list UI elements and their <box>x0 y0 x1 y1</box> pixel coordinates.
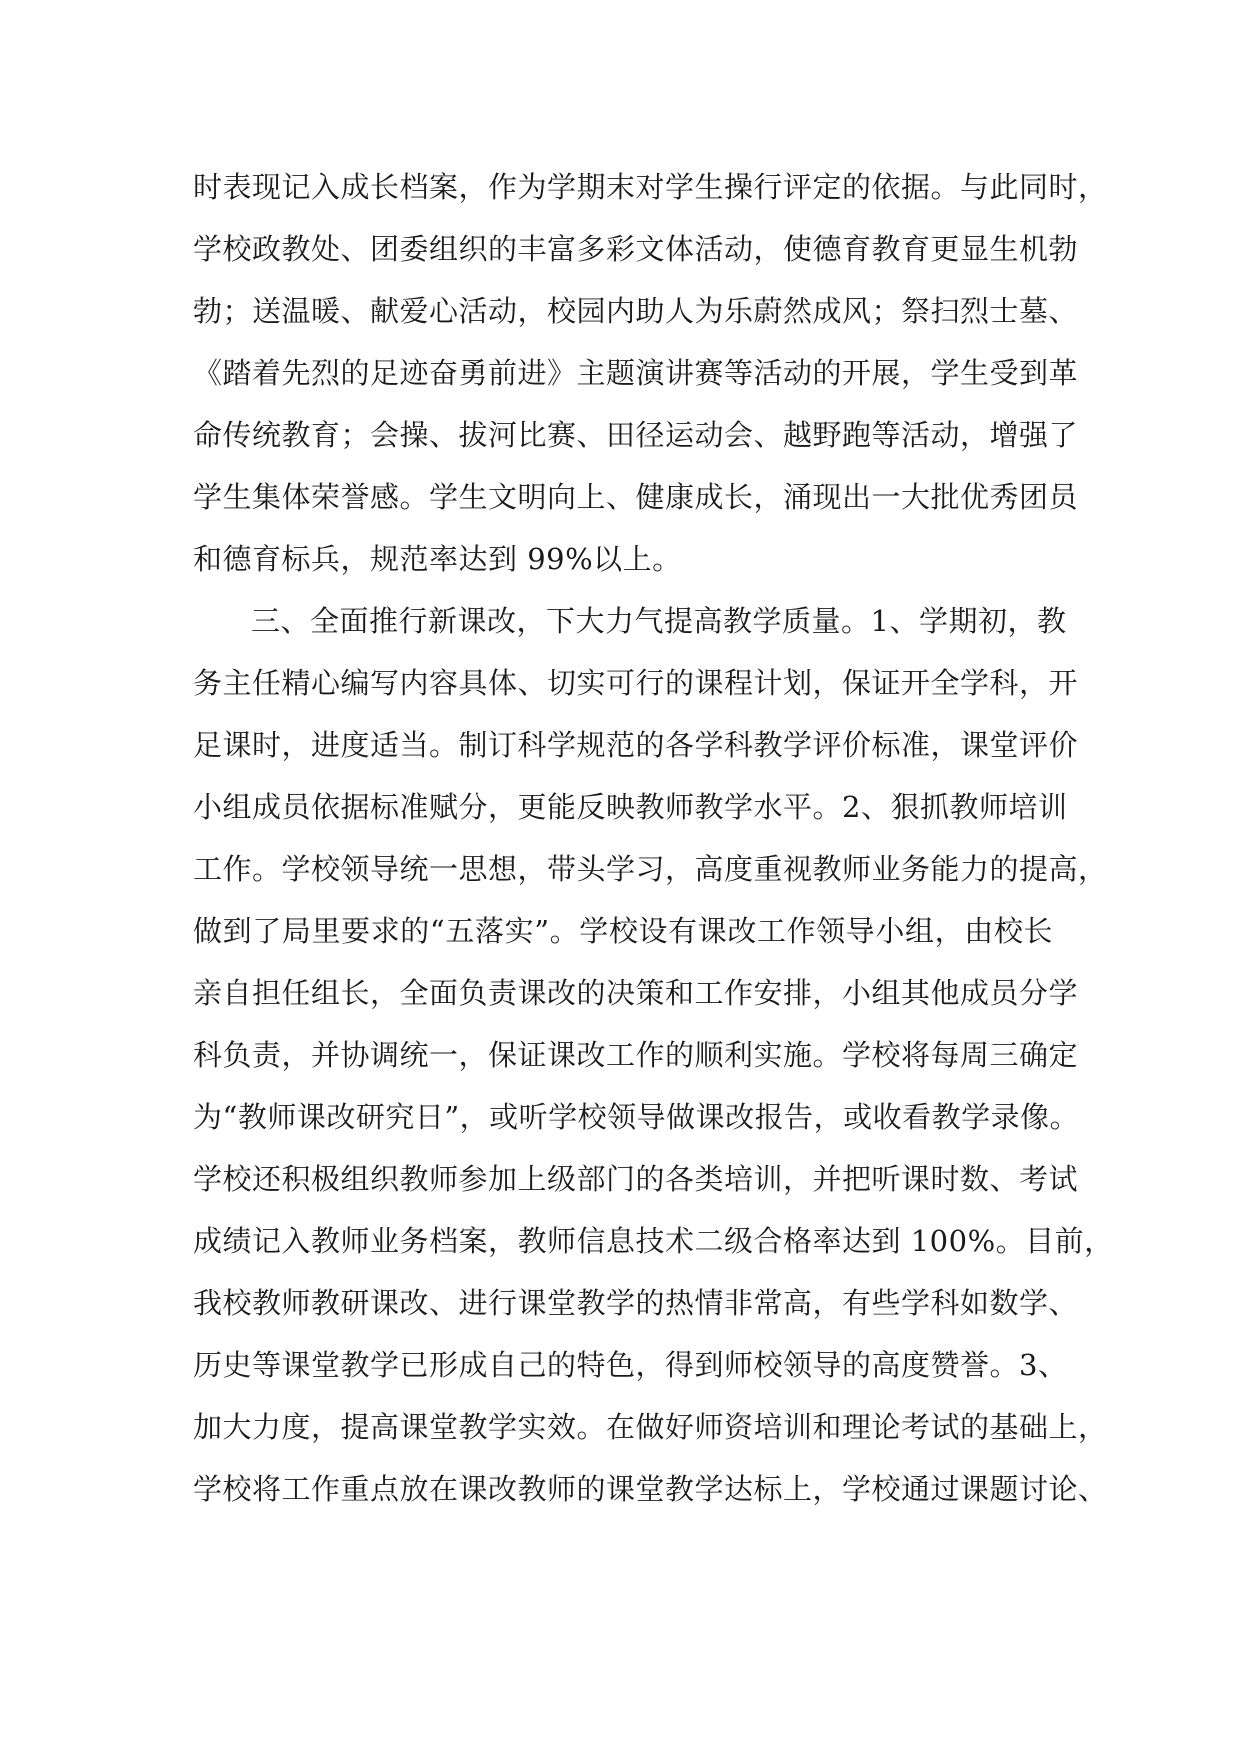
text-line: 勃；送温暖、献爱心活动，校园内助人为乐蔚然成风；祭扫烈士墓、 <box>193 294 1079 328</box>
text-line: 学生集体荣誉感。学生文明向上、健康成长，涌现出一大批优秀团员 <box>193 480 1079 514</box>
text-line: 工作。学校领导统一思想，带头学习，高度重视教师业务能力的提高， <box>193 852 1108 886</box>
text-line: 时表现记入成长档案，作为学期末对学生操行评定的依据。与此同时， <box>193 170 1108 204</box>
text-line: 科负责，并协调统一，保证课改工作的顺利实施。学校将每周三确定 <box>193 1038 1079 1072</box>
body-text <box>193 156 1114 1520</box>
text-line: 历史等课堂教学已形成自己的特色，得到师校领导的高度赞誉。3、 <box>193 1348 1068 1382</box>
text-line: 三、全面推行新课改，下大力气提高教学质量。1、学期初，教 <box>251 604 1067 638</box>
text-line: 小组成员依据标准赋分，更能反映教师教学水平。2、狠抓教师培训 <box>193 790 1068 824</box>
text-line: 足课时，进度适当。制订科学规范的各学科教学评价标准，课堂评价 <box>193 728 1079 762</box>
text-line: 亲自担任组长，全面负责课改的决策和工作安排，小组其他成员分学 <box>193 976 1079 1010</box>
text-line: 务主任精心编写内容具体、切实可行的课程计划，保证开全学科，开 <box>193 666 1079 700</box>
text-line: 《踏着先烈的足迹奋勇前进》主题演讲赛等活动的开展，学生受到革 <box>193 356 1079 390</box>
text-line: 学校还积极组织教师参加上级部门的各类培训，并把听课时数、考试 <box>193 1162 1079 1196</box>
text-line: 学校政教处、团委组织的丰富多彩文体活动，使德育教育更显生机勃 <box>193 232 1079 266</box>
text-line: 成绩记入教师业务档案，教师信息技术二级合格率达到 100%。目前， <box>193 1224 1114 1258</box>
text-line: 做到了局里要求的“五落实”。学校设有课改工作领导小组，由校长 <box>193 914 1053 948</box>
text-line: 学校将工作重点放在课改教师的课堂教学达标上，学校通过课题讨论、 <box>193 1472 1108 1506</box>
text-line: 和德育标兵，规范率达到 99%以上。 <box>193 542 682 576</box>
text-line: 加大力度，提高课堂教学实效。在做好师资培训和理论考试的基础上， <box>193 1410 1108 1444</box>
text-line: 为“教师课改研究日”，或听学校领导做课改报告，或收看教学录像。 <box>193 1100 1080 1134</box>
text-line: 我校教师教研课改、进行课堂教学的热情非常高，有些学科如数学、 <box>193 1286 1079 1320</box>
text-line: 命传统教育；会操、拔河比赛、田径运动会、越野跑等活动，增强了 <box>193 418 1079 452</box>
